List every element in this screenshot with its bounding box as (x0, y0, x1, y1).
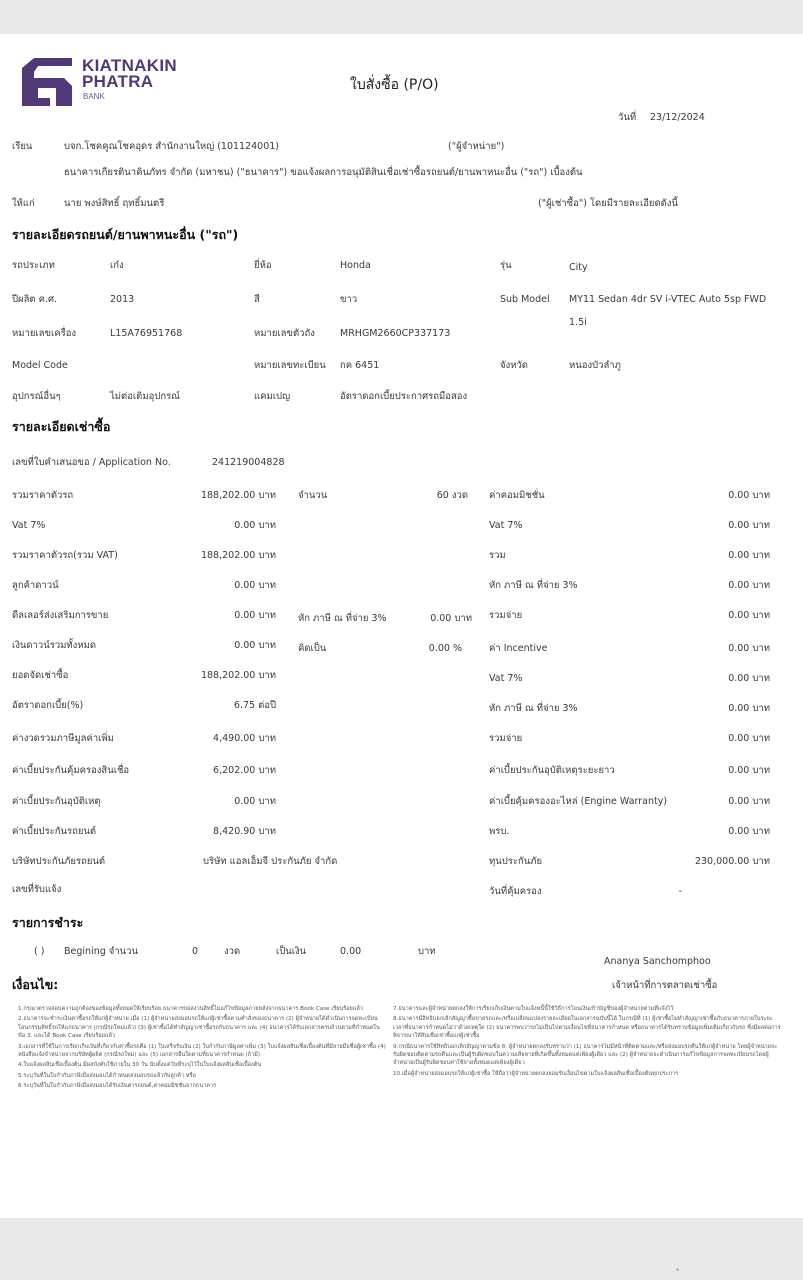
chassis-label: หมายเลขตัวถัง (254, 328, 315, 339)
to-label: เรียน (12, 141, 33, 152)
condition-item: 8.ธนาคารมีสิทธิบอกเลิกสัญญาซื้อขายรถและ/หรือเปลี่ยนแปลงรายละเอียดในเอกสารฉบับนี้ได้ ในกรณีที่ (1) ผู้เช่าซื้อไม่ทำสัญญาเช่าซื้อกับธนาคารภายในระยะเวลาที่ธนาคารกำหนดไม่ว่าด้วยเหตุใด (2) ธนาคารพบว่ารถไม่เป็นไปตามเงื่อนไขที่ธนาคารกำหนด หรือธนาคารได้รับทราบข้อมูลเพิ่มเติมเกี่ยวกับรถ ซึ่งมีผลต่อการพิจารณาให้สินเชื่อเช่าซื้อแก่ผู้เช่าซื้อ (393, 1016, 781, 1040)
finance-right-value: 0.00 บาท (728, 765, 770, 776)
payment-section-heading: รายการชำระ (12, 915, 84, 930)
campaign-value: อัตราดอกเบี้ยประกาศรถมือสอง (340, 391, 468, 402)
submodel-value-line-2: 1.5i (569, 317, 587, 328)
finance-right-value: 0.00 บาท (728, 733, 770, 744)
accessory-value: ไม่ต่อเติมอุปกรณ์ (110, 391, 180, 402)
condition-item: 7.ธนาคารและผู้จำหน่ายตกลงให้การเรียกเก็บเงินตามใบแจ้งหนี้นี้ใช้วิธีการโอนเงินเข้าบัญชีของผู้จำหน่ายตามที่แจ้งไว้ (393, 1006, 674, 1012)
finance-right-label: รวมจ่าย (489, 733, 523, 744)
color-value: ขาว (340, 294, 358, 305)
finance-left-value: 8,420.90 บาท (213, 826, 276, 837)
finance-left-label: เงินดาวน์รวมทั้งหมด (12, 640, 97, 651)
finance-left-label: ลูกค้าดาวน์ (12, 580, 59, 591)
brand-value: Honda (340, 260, 371, 271)
condition-item: 5.ระบุวันที่ในใบกำกับภาษีเมื่อส่งมอบได้กำหนดส่งมอบรถแล้วกับลูกค้า หรือ (18, 1072, 196, 1079)
finance-left-label: รวมราคาตัวรถ (12, 490, 74, 501)
page-indicator-dot (676, 1268, 679, 1271)
car-type-label: รถประเภท (12, 260, 55, 271)
finance-left-value: 6,202.00 บาท (213, 765, 276, 776)
finance-right-label: ค่าเบี้ยประกันอุบัติเหตุระยะยาว (489, 765, 615, 776)
finance-left-value: 0.00 บาท (234, 580, 276, 591)
brand-label: ยี่ห้อ (254, 260, 272, 271)
payment-unit: งวด (224, 946, 241, 957)
condition-item: 1.กรุณาตรวจสอบความถูกต้องของข้อมูลทั้งหมดให้เรียบร้อย ธนาคารขอสงวนสิทธิ์ไม่แก้ไขข้อมูลภายหลังจากธนาคาร Book Case เรียบร้อยแล้ว (18, 1006, 363, 1012)
model-label: รุ่น (500, 260, 512, 271)
finance-right-value: 0.00 บาท (728, 610, 770, 621)
finance-left-label: ค่างวดรวมภาษีมูลค่าเพิ่ม (12, 733, 114, 744)
color-label: สี (254, 294, 260, 305)
finance-right-label: หัก ภาษี ณ ที่จ่าย 3% (489, 580, 578, 591)
finance-right-value: 0.00 บาท (728, 643, 770, 654)
pct-label: คิดเป็น (298, 643, 327, 654)
payment-amount: 0.00 (340, 946, 362, 957)
submodel-label: Sub Model (500, 294, 550, 305)
approval-notice: ธนาคารเกียรตินาคินภัทร จำกัด (มหาชน) ("ธนาคาร") ขอแจ้งผลการอนุมัติสินเชื่อเช่าซื้อรถยนต์/ยานพาหนะอื่น ("รถ") เบื้องต้น (64, 167, 583, 178)
conditions-heading: เงื่อนไข: (12, 977, 59, 992)
finance-left-value: 0.00 บาท (234, 640, 276, 651)
finance-left-value: 188,202.00 บาท (200, 490, 276, 501)
accessory-label: อุปกรณ์อื่นๆ (12, 391, 61, 402)
term-value: 60 งวด (436, 490, 468, 501)
finance-left-value: 0.00 บาท (234, 610, 276, 621)
finance-right-value: 230,000.00 บาท (694, 856, 770, 867)
finance-right-label: พรบ. (489, 826, 510, 837)
dealer-name: บจก.โชคคูณโชคอุดร สำนักงานใหญ่ (101124001) (64, 141, 280, 152)
finance-left-value: 188,202.00 บาท (200, 670, 276, 681)
finance-left-value: 6.75 ต่อปี (233, 700, 276, 711)
logo-line-2: PHATRA (82, 72, 154, 91)
campaign-label: แคมเปญ (254, 391, 291, 402)
finance-left-label: ดีลเลอร์ส่งเสริมการขาย (12, 610, 109, 621)
payment-checkbox[interactable]: ( ) (34, 946, 45, 957)
application-no-value: 241219004828 (212, 457, 285, 468)
finance-left-label: อัตราดอกเบี้ย(%) (12, 700, 84, 711)
model-value: City (569, 262, 588, 273)
dealer-role: ("ผู้จำหน่าย") (448, 141, 505, 152)
for-label: ให้แก่ (12, 198, 35, 209)
condition-item: 3.เอกสารที่ใช้ในการเรียกเก็บเงินที่เกี่ยวกับค่าซื้อรถคือ (1) ใบเสร็จรับเงิน (2) ใบกำกับภาษีมูลค่าเพิ่ม (3) ใบแจ้งผลสินเชื่อเบื้องต้นที่มีลายมือชื่อผู้เช่าซื้อ (4) หนังสือแจ้งจำหน่ายจากบริษัทผู้ผลิต (กรณีรถใหม่) และ (5) เอกสารอื่นใดตามที่ธนาคารกำหนด (ถ้ามี) (18, 1043, 386, 1059)
car-section-heading: รายละเอียดรถยนต์/ยานพาหนะอื่น ("รถ") (12, 227, 239, 242)
finance-right-label: ทุนประกันภัย (489, 856, 543, 867)
conditions-right-column (393, 1005, 783, 1080)
province-label: จังหวัด (500, 360, 528, 371)
finance-left-label: ค่าเบี้ยประกันอุบัติเหตุ (12, 796, 101, 807)
finance-left-label: บริษัทประกันภัยรถยนต์ (12, 856, 106, 867)
kiatnakin-phatra-logo-icon (20, 56, 76, 108)
finance-left-label: รวมราคาตัวรถ(รวม VAT) (12, 550, 118, 561)
finance-right-value: 0.00 บาท (728, 673, 770, 684)
logo-wordmark (82, 58, 177, 90)
finance-left-label: ค่าเบี้ยประกันคุ้มครองสินเชื่อ (12, 765, 130, 776)
province-value: หนองบัวลำภู (569, 360, 621, 371)
application-no-label: เลขที่ใบคำเสนอขอ / Application No. (12, 457, 171, 468)
finance-right-label: วันที่คุ้มครอง (489, 886, 542, 897)
date-label: วันที่ (618, 112, 637, 123)
finance-left-value: บริษัท แอลเอ็มจี ประกันภัย จำกัด (203, 856, 338, 867)
finance-right-value: 0.00 บาท (728, 580, 770, 591)
condition-item: 6.ระบุวันที่ในใบกำกับภาษีเมื่อส่งมอบได้รับเงินค่ารถยนต์,ค่าคอมมิชชั่นจากธนาคาร (18, 1083, 217, 1090)
condition-item: 9.กรณีธนาคารใช้สิทธิบอกเลิกสัญญาตามข้อ 8. ผู้จำหน่ายตกลงรับทราบว่า (1) ธนาคารไม่มีหน้าที่ติดตามและ/หรือส่งมอบรถคืนให้แก่ผู้จำหน่าย โดยผู้จำหน่ายจะรับผิดชอบติดตามรถคืนและเป็นผู้รับผิดชอบในความเสียหายที่เกิดขึ้นทั้งหมดแต่เพียงผู้เดียว และ (2) ผู้จำหน่ายจะดำเนินการแก้ไขข้อมูลการจดทะเบียนรถโดยผู้จำหน่ายเป็นผู้รับผิดชอบค่าใช้จ่ายทั้งหมดแต่เพียงผู้เดียว (393, 1043, 778, 1067)
finance-right-value: 0.00 บาท (728, 490, 770, 501)
finance-right-value: 0.00 บาท (728, 826, 770, 837)
finance-right-value: 0.00 บาท (728, 550, 770, 561)
customer-name: นาย พงษ์สิทธิ์ ฤทธิ์มนตรี (64, 198, 165, 209)
finance-left-value: 188,202.00 บาท (200, 550, 276, 561)
term-label: จำนวน (298, 490, 328, 501)
year-value: 2013 (110, 294, 135, 305)
finance-right-label: ค่าคอมมิชชั่น (489, 490, 545, 501)
finance-right-value: - (678, 886, 682, 897)
finance-right-value: 0.00 บาท (728, 520, 770, 531)
finance-right-label: รวมจ่าย (489, 610, 523, 621)
finance-left-label: ค่าเบี้ยประกันรถยนต์ (12, 826, 97, 837)
finance-right-label: รวม (489, 550, 506, 561)
mid-wht-label: หัก ภาษี ณ ที่จ่าย 3% (298, 613, 387, 624)
plate-value: กค 6451 (340, 360, 380, 371)
model-code-label: Model Code (12, 360, 68, 371)
finance-right-label: Vat 7% (489, 673, 523, 684)
submodel-value-line-1: MY11 Sedan 4dr SV i-VTEC Auto 5sp FWD (569, 294, 767, 305)
plate-label: หมายเลขทะเบียน (254, 360, 326, 371)
finance-right-label: ค่า Incentive (489, 643, 548, 654)
car-type-value: เก๋ง (110, 260, 124, 271)
finance-right-label: ค่าเบี้ยคุ้มครองอะไหล่ (Engine Warranty) (489, 796, 668, 807)
mid-wht-value: 0.00 บาท (430, 613, 472, 624)
customer-role: ("ผู้เช่าซื้อ") โดยมีรายละเอียดดังนี้ (538, 198, 678, 209)
hp-section-heading: รายละเอียดเช่าซื้อ (12, 419, 111, 434)
logo-line-3: BANK (83, 92, 105, 101)
year-label: ปีผลิต ค.ศ. (12, 294, 58, 305)
finance-right-label: หัก ภาษี ณ ที่จ่าย 3% (489, 703, 578, 714)
payment-amount-label: เป็นเงิน (276, 946, 307, 957)
document-title: ใบสั่งซื้อ (P/O) (350, 77, 439, 93)
condition-item: 10.เมื่อผู้จำหน่ายส่งมอบรถให้แก่ผู้เช่าซื้อ ให้ถือว่าผู้จำหน่ายตกลงยอมรับเงื่อนไขตามใบแจ้งผลสินเชื่อเบื้องต้นทุกประการ (393, 1070, 679, 1077)
finance-left-value: 0.00 บาท (234, 520, 276, 531)
pct-value: 0.00 % (428, 643, 462, 654)
conditions-left-column (18, 1005, 386, 1093)
officer-name: Ananya Sanchomphoo (604, 956, 711, 967)
finance-left-label: ยอดจัดเช่าซื้อ (12, 670, 69, 681)
logo-line-1: KIATNAKIN (82, 56, 177, 75)
payment-currency: บาท (418, 946, 436, 957)
date-value: 23/12/2024 (650, 112, 705, 123)
finance-right-value: 0.00 บาท (728, 796, 770, 807)
payment-count: 0 (192, 946, 199, 957)
condition-item: 4.ใบแจ้งผลสินเชื่อเบื้องต้น มีผลบังคับใช้ภายใน 30 วัน นับตั้งแต่วันที่ระบุไว้ในใบแจ้งผลสินเชื่อเบื้องต้น (18, 1062, 262, 1069)
engine-label: หมายเลขเครื่อง (12, 328, 77, 339)
chassis-value: MRHGM2660CP337173 (340, 328, 451, 339)
finance-right-label: Vat 7% (489, 520, 523, 531)
payment-label: Begining จำนวน (64, 946, 138, 957)
finance-left-label: Vat 7% (12, 520, 46, 531)
finance-left-label: เลขที่รับแจ้ง (12, 884, 62, 895)
finance-left-value: 0.00 บาท (234, 796, 276, 807)
engine-value: L15A76951768 (110, 328, 183, 339)
finance-right-value: 0.00 บาท (728, 703, 770, 714)
condition-item: 2.ธนาคารจะชำระเงินค่าซื้อรถให้แก่ผู้จำหน่าย เมื่อ (1) ผู้จำหน่ายส่งมอบรถให้แก่ผู้เช่าซื้อตามคำสั่งของธนาคาร (2) ผู้จำหน่ายได้ดำเนินการจดทะเบียนโอนกรรมสิทธิ์รถให้แก่ธนาคาร (กรณีรถใหม่แล้ว) (3) ผู้เช่าซื้อได้ทำสัญญาเช่าซื้อรถกับธนาคาร และ (4) ธนาคารได้รับเอกสารครบถ้วนตามที่กำหนดในข้อ 3. และได้ Book Case เรียบร้อยแล้ว (18, 1016, 380, 1040)
officer-role: เจ้าหน้าที่การตลาดเช่าซื้อ (612, 980, 718, 991)
finance-left-value: 4,490.00 บาท (213, 733, 276, 744)
